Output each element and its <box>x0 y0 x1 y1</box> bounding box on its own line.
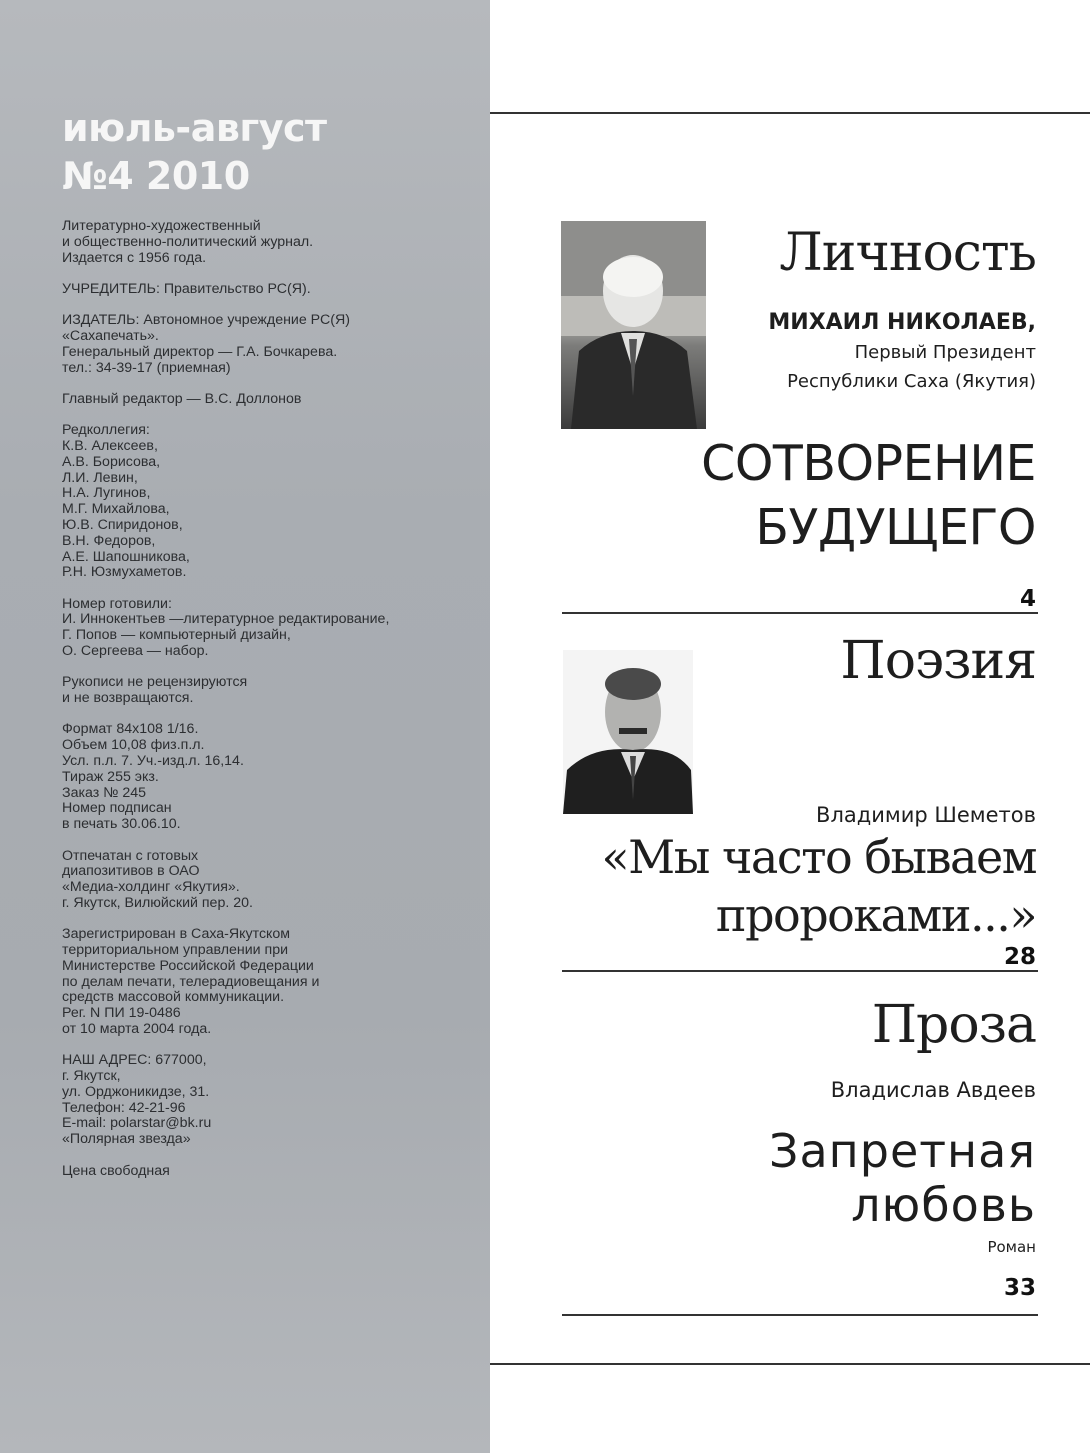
portrait-photo-nikolaev <box>561 221 706 429</box>
imprint-editor-in-chief: Главный редактор — В.С. Доллонов <box>62 390 302 407</box>
genre-label: Роман <box>987 1238 1036 1256</box>
article-title-line2: пророками...» <box>715 888 1036 942</box>
article-title-prorokami <box>602 828 1036 944</box>
article-title-line2: любовь <box>851 1178 1036 1232</box>
imprint-printing-house: Отпечатан с готовых диапозитивов в ОАО «Медиа-холдинг «Якутия». г. Якутск, Вилюйский пер. 20. <box>62 847 253 911</box>
article-title-line1: СОТВОРЕНИЕ <box>701 435 1036 492</box>
portrait-figure-icon <box>561 221 706 429</box>
issue-title <box>62 104 327 200</box>
bottom-rule <box>490 1363 1090 1365</box>
author-nikolaev <box>768 308 1036 396</box>
section-heading-prose: Проза <box>871 995 1036 1055</box>
imprint-editorial-board: Редколлегия: К.В. Алексеев, А.В. Борисова, Л.И. Левин, Н.А. Лугинов, М.Г. Михайлова, Ю.В. Спиридонов, В.Н. Федоров, А.Е. Шапошникова, Р.Н. Юзмухаметов. <box>62 422 190 581</box>
article-title-tvorenie <box>701 432 1036 560</box>
imprint-founder: УЧРЕДИТЕЛЬ: Правительство РС(Я). <box>62 280 311 297</box>
article-title-line2: БУДУЩЕГО <box>755 499 1036 556</box>
page-number-personality: 4 <box>1019 586 1036 612</box>
article-title-line1: «Мы часто бываем <box>601 830 1036 884</box>
author-avdeev: Владислав Авдеев <box>830 1078 1036 1102</box>
author-role-line1: Первый Президент <box>854 342 1036 363</box>
page-number-prose: 33 <box>1003 1275 1036 1301</box>
imprint-manuscripts-note: Рукописи не рецензируются и не возвращаются. <box>62 674 248 707</box>
portrait-photo-shemetov <box>563 650 693 814</box>
imprint-publisher: ИЗДАТЕЛЬ: Автономное учреждение РС(Я) «Сахапечать». Генеральный директор — Г.А. Бочкарева. тел.: 34-39-17 (приемная) <box>62 312 350 376</box>
imprint-block <box>62 219 472 1195</box>
imprint-address: НАШ АДРЕС: 677000, г. Якутск, ул. Орджоникидзе, 31. Телефон: 42-21-96 E-mail: polarstar@bk.ru «Полярная звезда» <box>62 1052 212 1148</box>
imprint-issue-staff: Номер готовили: И. Иннокентьев —литературное редактирование, Г. Попов — компьютерный дизайн, О. Сергеева — набор. <box>62 595 390 660</box>
section-heading-personality: Личность <box>779 223 1036 283</box>
section-rule-2 <box>562 970 1038 972</box>
author-role-line2: Республики Саха (Якутия) <box>787 371 1036 392</box>
issue-months: июль-август <box>62 106 327 150</box>
imprint-column <box>0 0 490 1453</box>
author-shemetov: Владимир Шеметов <box>816 803 1036 827</box>
issue-number-year: №4 2010 <box>62 154 250 198</box>
section-heading-poetry: Поэзия <box>840 631 1036 691</box>
portrait-figure-icon <box>563 650 693 814</box>
article-title-zapretnaya <box>769 1124 1036 1232</box>
author-name: МИХАИЛ НИКОЛАЕВ, <box>768 310 1036 335</box>
imprint-print-specs: Формат 84х108 1/16. Объем 10,08 физ.п.л. Усл. п.л. 7. Уч.-изд.л. 16,14. Тираж 255 экз. Заказ № 245 Номер подписан в печать 30.06.10. <box>62 721 244 833</box>
article-title-line1: Запретная <box>769 1124 1036 1178</box>
imprint-journal-description: Литературно-художественный и общественно-политический журнал. Издается с 1956 года. <box>62 218 314 266</box>
page-number-poetry: 28 <box>1003 944 1036 970</box>
top-rule <box>490 112 1090 114</box>
section-rule-1 <box>562 612 1038 614</box>
imprint-price: Цена свободная <box>62 1162 170 1179</box>
imprint-registration: Зарегистрирован в Саха-Якутском территориальном управлении при Министерстве Российской Федерации по делам печати, телерадиовещания и средств массовой коммуникации. Рег. N ПИ 19-0486 от 10 марта 2004 года. <box>62 926 320 1037</box>
section-rule-3 <box>562 1314 1038 1316</box>
